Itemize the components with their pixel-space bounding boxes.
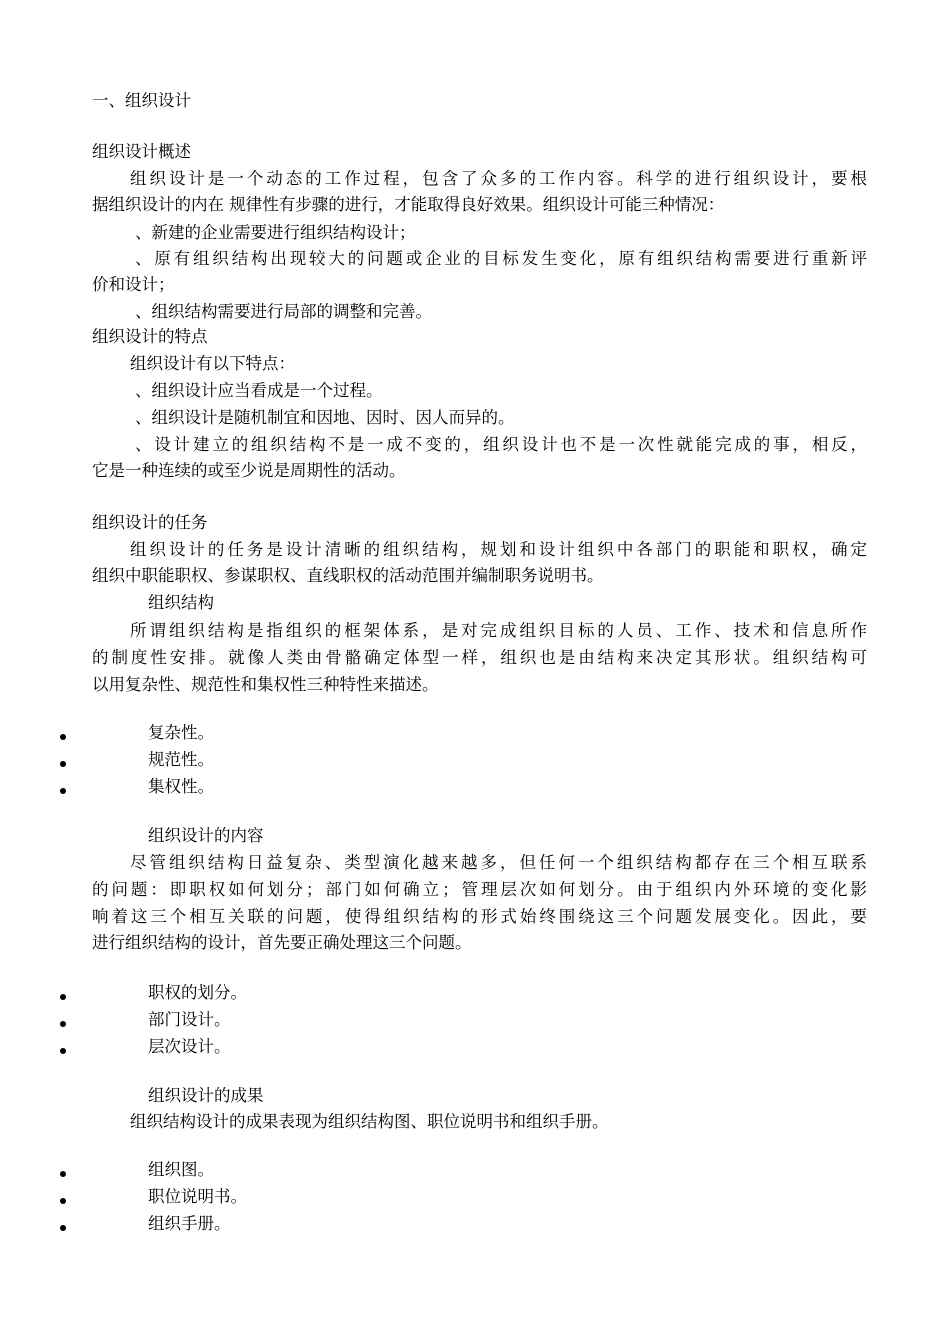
section-title-overview: 组织设计概述 [92, 142, 191, 161]
feature-item-3-cont: 它是一种连续的或至少说是周期性的活动。 [92, 461, 406, 480]
case-item-1: 、新建的企业需要进行组织结构设计； [135, 223, 416, 242]
bullet-icon [60, 1048, 68, 1056]
section-title-features: 组织设计的特点 [92, 327, 208, 346]
list-item: 职位说明书。 [148, 1187, 247, 1206]
feature-item-2: 、组织设计是随机制宜和因地、因时、因人而异的。 [135, 408, 515, 427]
paragraph-line: 组织设计的任务是设计清晰的组织结构，规划和设计组织中各部门的职能和职权，确定 [130, 540, 867, 559]
case-item-3: 、组织结构需要进行局部的调整和完善。 [135, 302, 432, 321]
paragraph-line: 进行组织结构的设计，首先要正确处理这三个问题。 [92, 933, 472, 952]
document-heading: 一、组织设计 [92, 91, 191, 110]
paragraph-line: 所谓组织结构是指组织的框架体系，是对完成组织目标的人员、工作、技术和信息所作 [130, 621, 867, 640]
list-item: 部门设计。 [148, 1010, 231, 1029]
list-item: 规范性。 [148, 750, 214, 769]
case-item-2-cont: 价和设计； [92, 275, 175, 294]
paragraph-line: 以用复杂性、规范性和集权性三种特性来描述。 [92, 675, 439, 694]
bullet-icon [60, 1171, 68, 1179]
section-title-results: 组织设计的成果 [148, 1086, 264, 1105]
paragraph-line: 组织结构设计的成果表现为组织结构图、职位说明书和组织手册。 [130, 1112, 609, 1131]
paragraph-line: 的问题：即职权如何划分；部门如何确立；管理层次如何划分。由于组织内外环境的变化影 [92, 880, 867, 899]
list-item: 层次设计。 [148, 1037, 231, 1056]
bullet-icon [60, 1225, 68, 1233]
bullet-icon [60, 1021, 68, 1029]
bullet-icon [60, 1198, 68, 1206]
list-item: 组织手册。 [148, 1214, 231, 1233]
paragraph-line: 响着这三个相互关联的问题，使得组织结构的形式始终围绕这三个问题发展变化。因此，要 [92, 907, 867, 926]
paragraph-line: 组织设计是一个动态的工作过程，包含了众多的工作内容。科学的进行组织设计，要根 [130, 169, 867, 188]
section-title-tasks: 组织设计的任务 [92, 513, 208, 532]
list-item: 职权的划分。 [148, 983, 247, 1002]
paragraph-line: 据组织设计的内在 规律性有步骤的进行，才能取得良好效果。组织设计可能三种情况： [92, 195, 725, 214]
feature-item-3: 、设计建立的组织结构不是一成不变的，组织设计也不是一次性就能完成的事，相反， [135, 435, 867, 454]
case-item-2: 、原有组织结构出现较大的问题或企业的目标发生变化，原有组织结构需要进行重新评 [135, 249, 867, 268]
list-item: 组织图。 [148, 1160, 214, 1179]
subsection-title-structure: 组织结构 [148, 593, 214, 612]
paragraph-line: 的制度性安排。就像人类由骨骼确定体型一样，组织也是由结构来决定其形状。组织结构可 [92, 648, 867, 667]
paragraph-line: 组织设计有以下特点： [130, 354, 295, 373]
list-item: 集权性。 [148, 777, 214, 796]
list-item: 复杂性。 [148, 723, 214, 742]
bullet-icon [60, 761, 68, 769]
section-title-content: 组织设计的内容 [148, 826, 264, 845]
feature-item-1: 、组织设计应当看成是一个过程。 [135, 381, 383, 400]
paragraph-line: 尽管组织结构日益复杂、类型演化越来越多，但任何一个组织结构都存在三个相互联系 [130, 853, 867, 872]
bullet-icon [60, 994, 68, 1002]
bullet-icon [60, 788, 68, 796]
bullet-icon [60, 734, 68, 742]
paragraph-line: 组织中职能职权、参谋职权、直线职权的活动范围并编制职务说明书。 [92, 566, 604, 585]
